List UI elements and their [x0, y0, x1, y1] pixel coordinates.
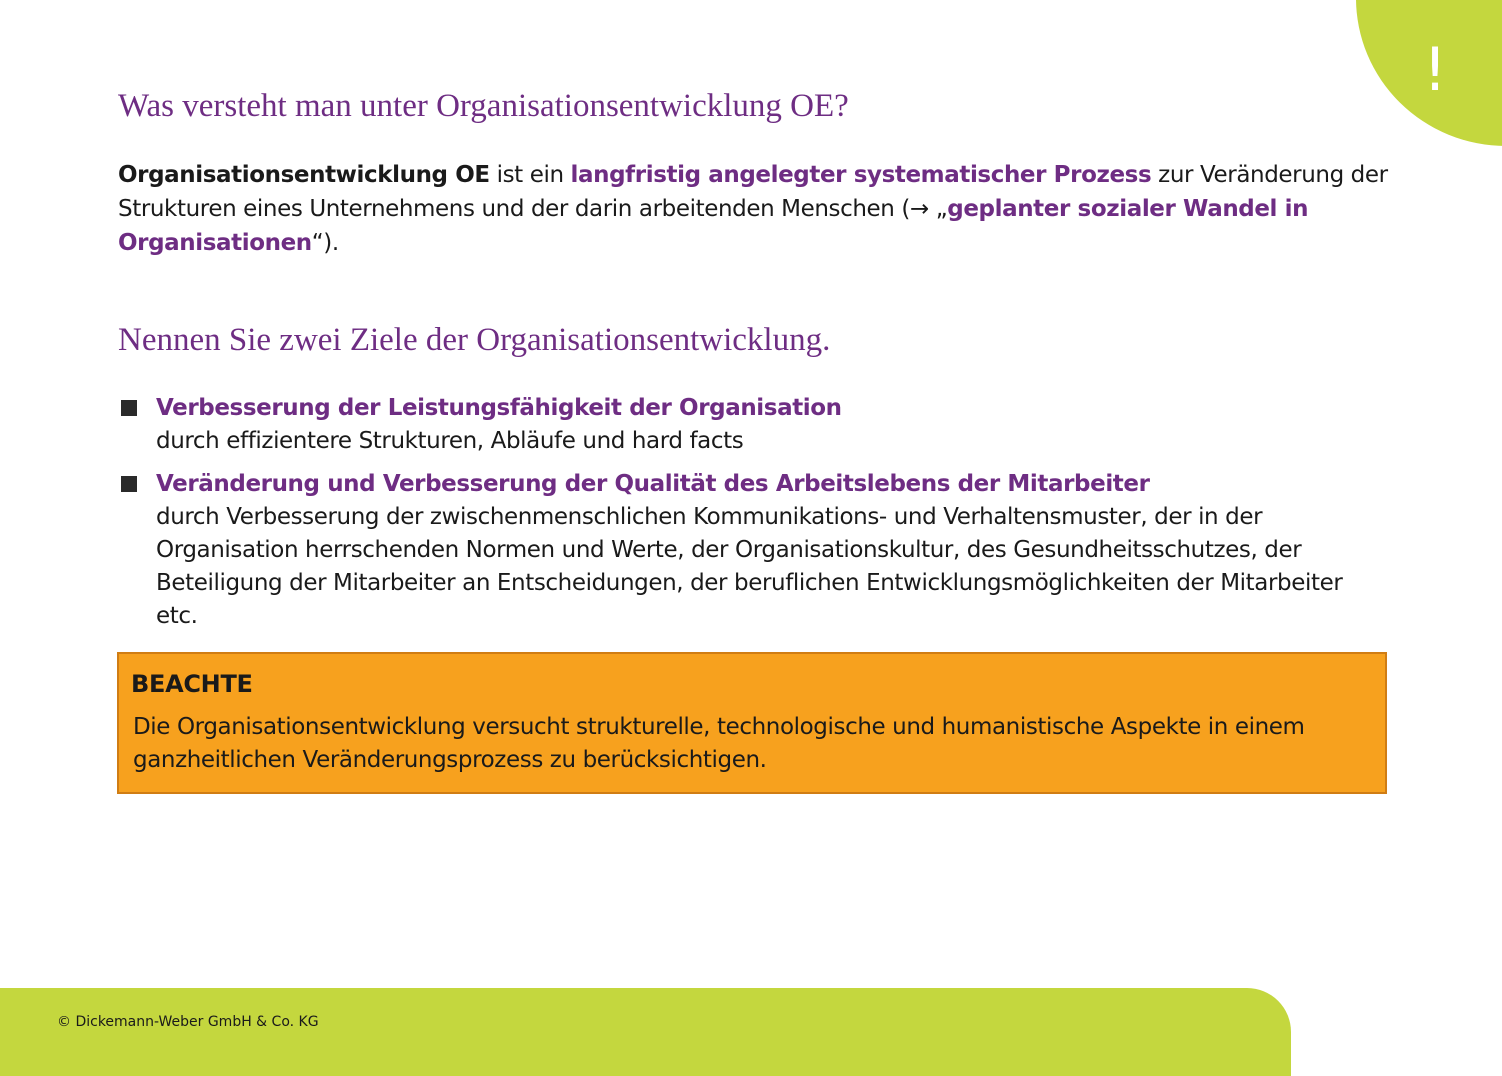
goal-detail: durch effizientere Strukturen, Abläufe und hard facts — [156, 428, 744, 454]
paragraph-text-1: ist ein — [489, 162, 571, 188]
list-item — [118, 392, 1388, 458]
exclamation-icon: ! — [1422, 35, 1448, 105]
goal-title: Verbesserung der Leistungsfähigkeit der Organisation — [156, 395, 842, 421]
highlight-process: langfristig angelegter systematischer Prozess — [570, 162, 1152, 188]
paragraph-text-2: zur Veränderung der Strukturen eines Unternehmens und der darin arbeitenden Menschen ( — [118, 162, 1388, 222]
footer-bar — [0, 988, 1291, 1076]
copyright-text: © Dickemann-Weber GmbH & Co. KG — [57, 1014, 319, 1030]
highlight-social-change: geplanter sozialer Wandel in Organisationen — [118, 196, 1309, 256]
definition-paragraph — [118, 158, 1388, 260]
square-bullet-icon — [121, 476, 137, 492]
goal-detail: durch Verbesserung der zwischenmenschlichen Kommunikations- und Verhaltensmuster, der in der Organisation herrschenden Normen und Werte, der Organisationskultur, des Gesundheitsschutzes, der Beteiligung der Mitarbeiter an Entscheidungen, der beruflichen Entwicklungsmöglichkeiten der Mitarbeiter etc. — [156, 504, 1343, 629]
list-item — [118, 468, 1388, 633]
paragraph-text-3: “). — [311, 230, 339, 256]
question-heading-1: Was versteht man unter Organisationsentwicklung OE? — [118, 88, 849, 124]
note-body: Die Organisationsentwicklung versucht strukturelle, technologische und humanistische Aspekte in einem ganzheitlichen Veränderungsprozess zu berücksichtigen. — [133, 714, 1305, 773]
goals-list — [118, 392, 1388, 643]
square-bullet-icon — [121, 400, 137, 416]
note-title: BEACHTE — [131, 670, 253, 698]
question-heading-2: Nennen Sie zwei Ziele der Organisationsentwicklung. — [118, 322, 831, 358]
arrow-right-icon: → — [909, 196, 929, 222]
note-box — [117, 652, 1387, 794]
term-label: Organisationsentwicklung OE — [118, 162, 490, 188]
goal-title: Veränderung und Verbesserung der Qualität des Arbeitslebens der Mitarbeiter — [156, 471, 1150, 497]
quote-open: „ — [928, 196, 948, 222]
